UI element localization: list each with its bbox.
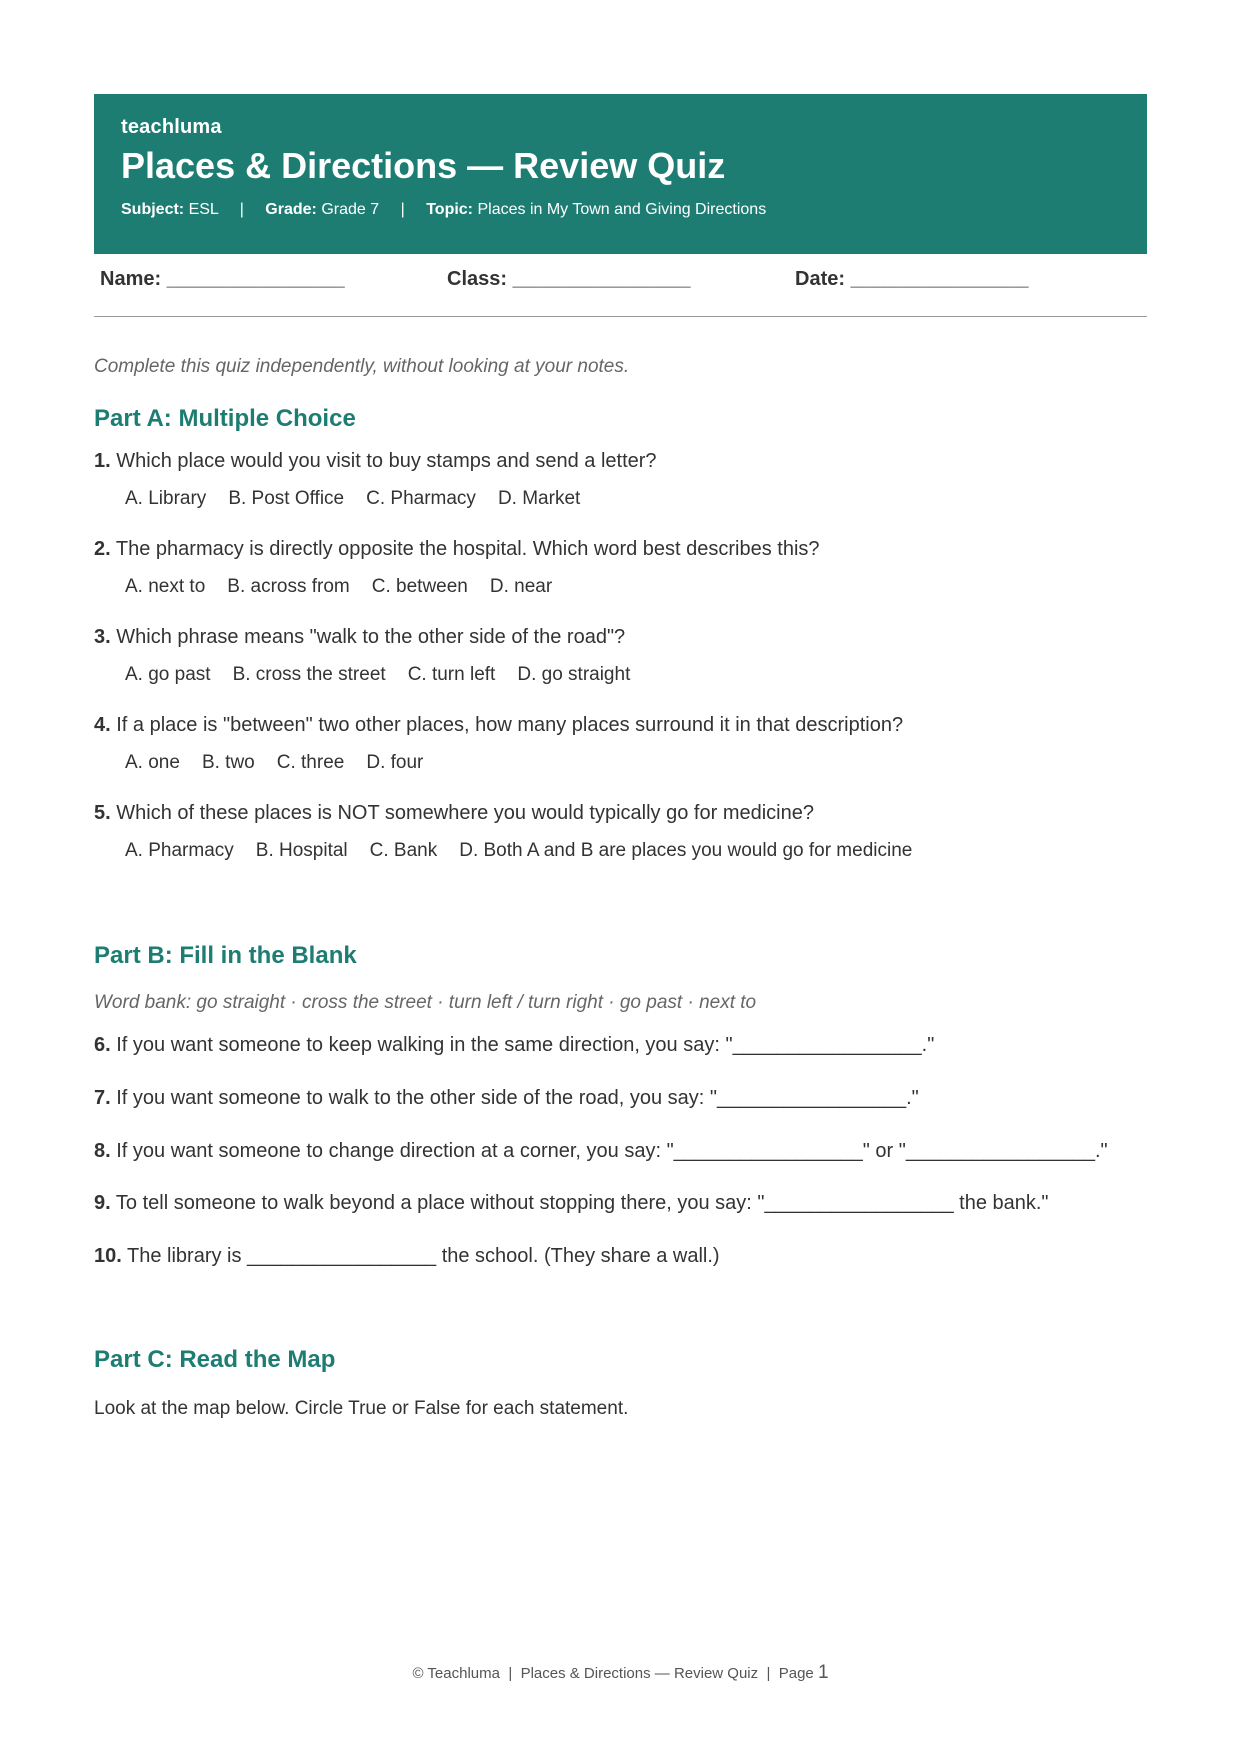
option[interactable]: B. cross the street [232,664,386,685]
question-text: The pharmacy is directly opposite the hospital. Which word best describes this? [115,538,820,560]
question-text: If you want someone to keep walking in the same direction, you say: "_________________." [116,1034,935,1056]
question-number: 1. [94,450,111,472]
option[interactable]: C. between [371,576,468,597]
option[interactable]: A. Pharmacy [125,840,234,861]
divider [94,316,1147,317]
option[interactable]: D. go straight [517,664,631,685]
option[interactable]: C. Pharmacy [366,488,476,509]
section-title-part-b: Part B: Fill in the Blank [94,942,357,969]
options-4 [125,752,445,774]
question-text: The library is _________________ the school. (They share a wall.) [127,1245,720,1267]
page-title: Places & Directions — Review Quiz [121,145,726,186]
subject-label: Subject: [121,201,185,218]
topic-label: Topic: [426,201,474,218]
question-number: 9. [94,1192,111,1214]
option[interactable]: C. turn left [407,664,496,685]
question-number: 8. [94,1140,111,1162]
option[interactable]: C. three [276,752,345,773]
footer-page-number: 1 [817,1662,829,1683]
question-3 [94,626,625,649]
date-field[interactable]: Date: ________________ [795,268,1029,290]
footer-separator: | [508,1665,513,1682]
question-number: 6. [94,1034,111,1056]
question-5 [94,802,814,825]
question-text: Which place would you visit to buy stamps and send a letter? [116,450,657,472]
header-band [94,94,1147,254]
question-number: 7. [94,1087,111,1109]
brand-logo-text: teachluma [121,116,222,138]
question-text: If you want someone to change direction at a corner, you say: "_________________" or "_________________." [116,1140,1108,1162]
option[interactable]: B. Post Office [228,488,345,509]
header-meta [121,201,1120,219]
option[interactable]: A. Library [125,488,207,509]
footer-doc-title: Places & Directions — Review Quiz [520,1665,759,1682]
options-5 [125,840,934,862]
question-1 [94,450,657,473]
question-number: 5. [94,802,111,824]
question-text: To tell someone to walk beyond a place without stopping there, you say: "_________________ the bank." [115,1192,1049,1214]
topic-value: Places in My Town and Giving Directions [477,201,767,218]
question-2 [94,538,820,561]
question-8 [94,1140,1108,1163]
option[interactable]: B. two [201,752,255,773]
footer-separator: | [766,1665,771,1682]
question-10 [94,1245,720,1268]
options-3 [125,664,652,686]
question-text: If a place is "between" two other places, how many places surround it in that description? [116,714,904,736]
question-6 [94,1034,934,1057]
part-c-instruction: Look at the map below. Circle True or False for each statement. [94,1398,629,1419]
option[interactable]: A. go past [125,664,211,685]
question-number: 4. [94,714,111,736]
option[interactable]: A. next to [125,576,206,597]
question-text: Which phrase means "walk to the other side of the road"? [116,626,626,648]
options-1 [125,488,602,510]
section-title-part-c: Part C: Read the Map [94,1346,336,1373]
question-text: Which of these places is NOT somewhere you would typically go for medicine? [116,802,814,824]
question-9 [94,1192,1049,1215]
question-number: 10. [94,1245,122,1267]
question-4 [94,714,903,737]
question-text: If you want someone to walk to the other side of the road, you say: "_________________." [116,1087,919,1109]
grade-label: Grade: [265,201,317,218]
option[interactable]: D. Market [497,488,581,509]
question-7 [94,1087,919,1110]
section-title-part-a: Part A: Multiple Choice [94,405,356,432]
option[interactable]: D. four [366,752,424,773]
class-field[interactable]: Class: ________________ [447,268,691,290]
option[interactable]: B. across from [227,576,350,597]
subject-value: ESL [188,201,219,218]
meta-separator: | [239,201,244,218]
page-footer [0,1662,1241,1684]
footer-page-label: Page [778,1665,814,1682]
meta-separator: | [400,201,405,218]
question-number: 2. [94,538,111,560]
option[interactable]: C. Bank [369,840,438,861]
intro-text: Complete this quiz independently, without looking at your notes. [94,356,630,377]
name-field[interactable]: Name: ________________ [100,268,345,290]
grade-value: Grade 7 [321,201,380,218]
question-number: 3. [94,626,111,648]
footer-copyright: © Teachluma [412,1665,500,1682]
word-bank: Word bank: go straight · cross the street · turn left / turn right · go past · next to [94,992,757,1013]
option[interactable]: D. Both A and B are places you would go for medicine [459,840,913,861]
option[interactable]: A. one [125,752,180,773]
option[interactable]: D. near [489,576,553,597]
options-2 [125,576,574,598]
option[interactable]: B. Hospital [255,840,348,861]
